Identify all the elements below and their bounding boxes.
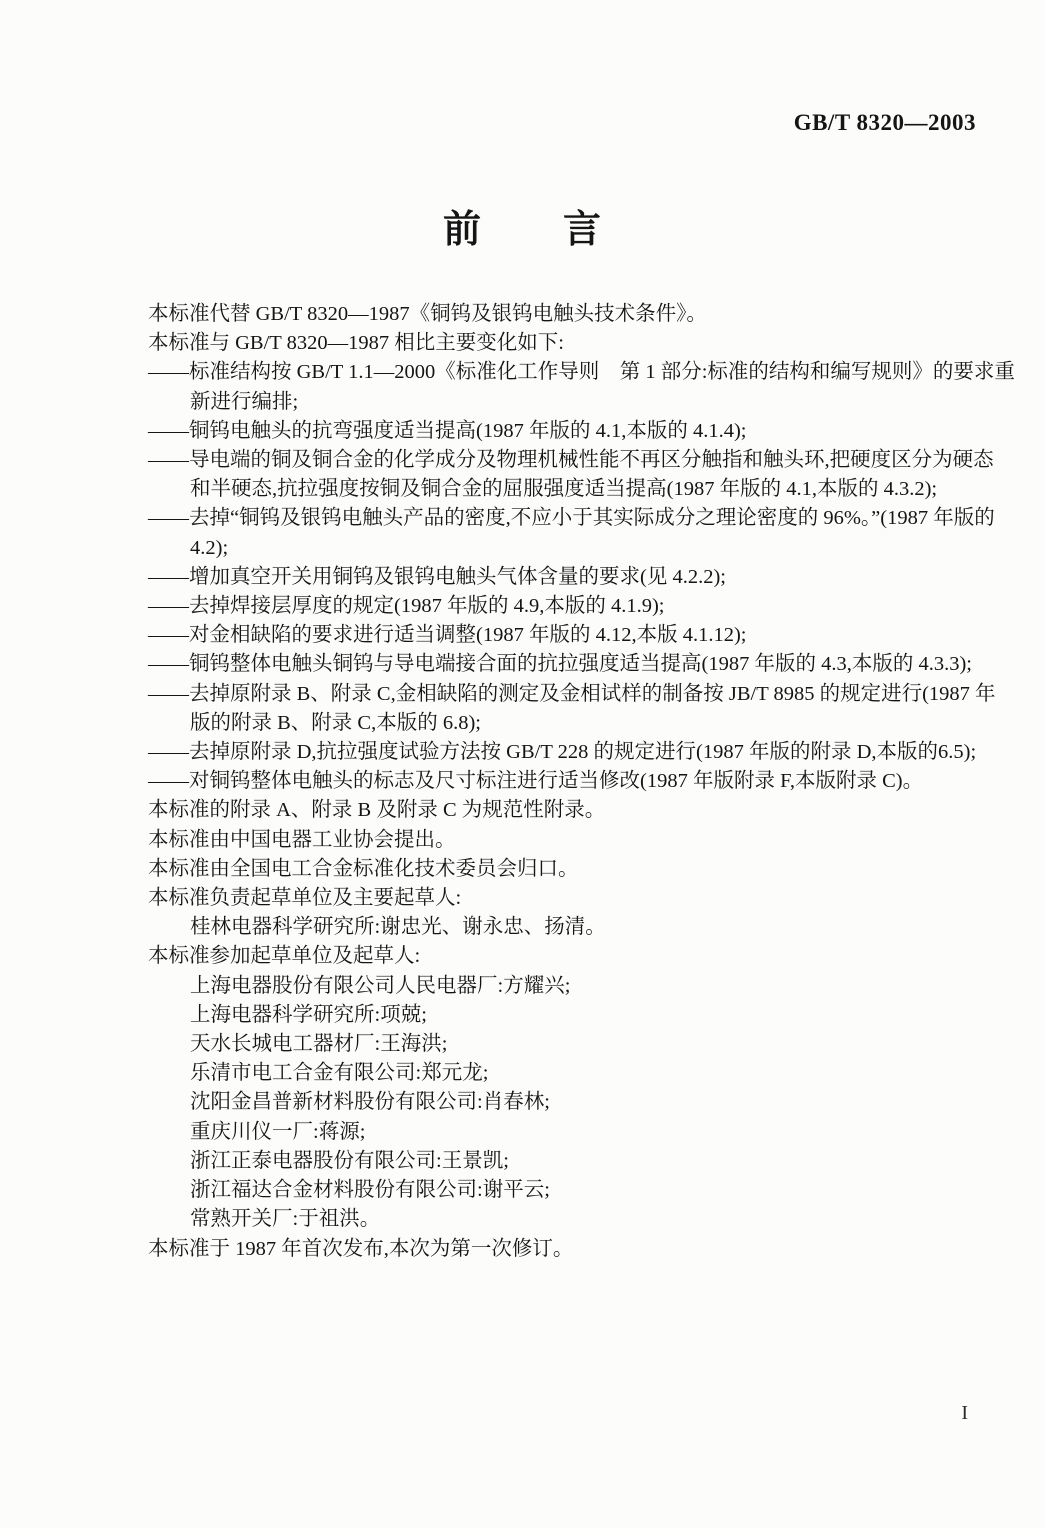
text-line: 天水长城电工器材厂:王海洪; xyxy=(190,1033,448,1056)
standard-code: GB/T 8320—2003 xyxy=(793,110,976,135)
text-line: 本标准由中国电器工业协会提出。 xyxy=(148,828,456,851)
text-line: 本标准与 GB/T 8320—1987 相比主要变化如下: xyxy=(148,332,564,355)
page-number: I xyxy=(961,1402,968,1424)
text-line: 常熟开关厂:于祖洪。 xyxy=(190,1208,381,1231)
text-line: ——对金相缺陷的要求进行适当调整(1987 年版的 4.12,本版 4.1.12); xyxy=(148,624,747,647)
text-line: ——去掉焊接层厚度的规定(1987 年版的 4.9,本版的 4.1.9); xyxy=(148,595,665,618)
text-line: 本标准的附录 A、附录 B 及附录 C 为规范性附录。 xyxy=(148,799,606,822)
text-line: 桂林电器科学研究所:谢忠光、谢永忠、扬清。 xyxy=(190,916,606,939)
text-line: 浙江正泰电器股份有限公司:王景凯; xyxy=(190,1149,509,1172)
page-title: 前 言 xyxy=(442,209,603,251)
text-line: ——对铜钨整体电触头的标志及尺寸标注进行适当修改(1987 年版附录 F,本版附录 C)。 xyxy=(148,770,924,793)
text-line: 上海电器股份有限公司人民电器厂:方耀兴; xyxy=(190,974,571,997)
text-line: ——去掉原附录 B、附录 C,金相缺陷的测定及金相试样的制备按 JB/T 8985 的规定进行(1987 年 xyxy=(148,682,996,705)
document-body xyxy=(148,300,1015,1264)
text-line: 版的附录 B、附录 C,本版的 6.8); xyxy=(190,711,481,734)
text-line: 本标准于 1987 年首次发布,本次为第一次修订。 xyxy=(148,1237,574,1260)
text-line: 重庆川仪一厂:蒋源; xyxy=(190,1120,366,1143)
text-line: 4.2); xyxy=(190,536,229,559)
text-line: 沈阳金昌普新材料股份有限公司:肖春林; xyxy=(190,1091,550,1114)
text-line: ——铜钨电触头的抗弯强度适当提高(1987 年版的 4.1,本版的 4.1.4); xyxy=(148,419,747,442)
text-line: 新进行编排; xyxy=(190,390,299,413)
text-line: ——标准结构按 GB/T 1.1—2000《标准化工作导则 第 1 部分:标准的结构和编写规则》的要求重 xyxy=(148,361,1015,384)
text-line: 本标准由全国电工合金标准化技术委员会归口。 xyxy=(148,857,579,880)
text-line: ——导电端的铜及铜合金的化学成分及物理机械性能不再区分触指和触头环,把硬度区分为硬态 xyxy=(148,449,994,472)
text-line: 和半硬态,抗拉强度按铜及铜合金的屈服强度适当提高(1987 年版的 4.1,本版的 4.3.2); xyxy=(190,478,938,501)
text-line: 本标准代替 GB/T 8320—1987《铜钨及银钨电触头技术条件》。 xyxy=(148,303,707,325)
text-line: 本标准参加起草单位及起草人: xyxy=(148,945,421,968)
text-line: ——去掉原附录 D,抗拉强度试验方法按 GB/T 228 的规定进行(1987 年版的附录 D,本版的6.5); xyxy=(148,741,977,764)
text-line: ——增加真空开关用铜钨及银钨电触头气体含量的要求(见 4.2.2); xyxy=(148,565,726,588)
text-line: ——去掉“铜钨及银钨电触头产品的密度,不应小于其实际成分之理论密度的 96%。”(1987 年版的 xyxy=(148,507,995,530)
text-line: 上海电器科学研究所:项兢; xyxy=(190,1003,427,1026)
text-line: 浙江福达合金材料股份有限公司:谢平云; xyxy=(190,1179,550,1202)
text-line: ——铜钨整体电触头铜钨与导电端接合面的抗拉强度适当提高(1987 年版的 4.3,本版的 4.3.3); xyxy=(148,653,972,676)
text-line: 本标准负责起草单位及主要起草人: xyxy=(148,887,462,910)
text-line: 乐清市电工合金有限公司:郑元龙; xyxy=(190,1062,489,1085)
